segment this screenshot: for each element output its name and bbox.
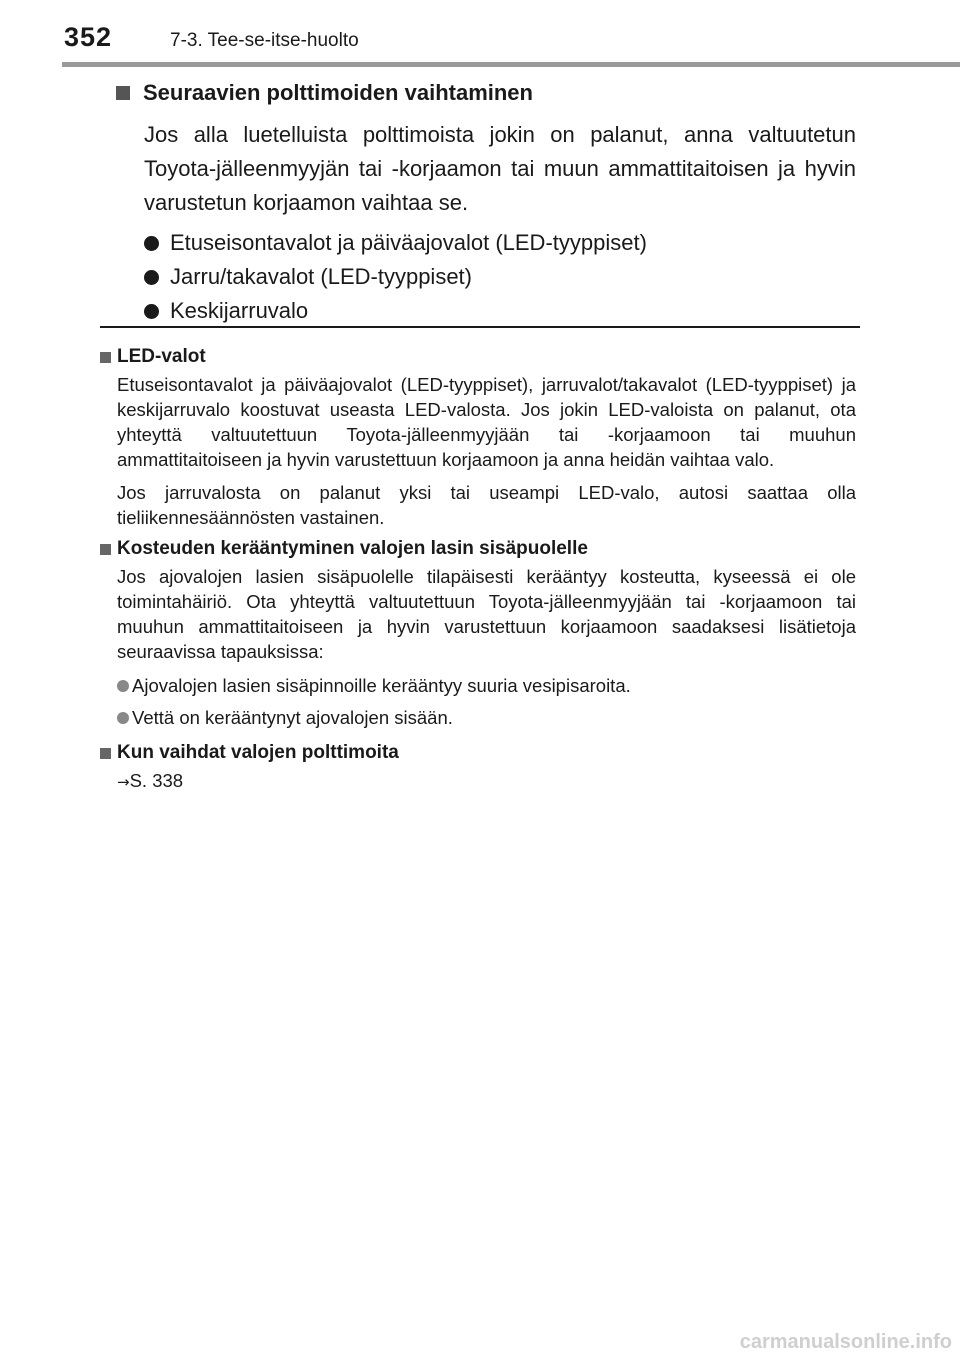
list-item: [144, 260, 856, 294]
list-item: [144, 226, 856, 260]
watermark: carmanualsonline.info: [739, 1331, 952, 1353]
section-divider: [100, 326, 860, 328]
note-paragraph: Etuseisontavalot ja päiväajovalot (LED-tyyppiset), jarruvalot/takavalot (LED-tyyppiset) ja keskijarruvalo koostuvat useasta LED-valosta. Jos jokin LED-valoista on palanut, ota yhteyttä valtuutettuun Toyota-jälleenmyyjään tai -korjaamoon tai muuhun ammattitaitoiseen ja hyvin varustettuun korjaamoon ja anna heidän vaihtaa valo.: [117, 374, 856, 470]
note-paragraph: Jos jarruvalosta on palanut yksi tai useampi LED-valo, autosi saattaa olla tieliikennesäännösten vastainen.: [117, 482, 856, 528]
main-section-paragraph: Jos alla luetelluista polttimoista jokin on palanut, anna valtuutetun Toyota-jälleenmyyjän tai -korjaamon tai muun ammattitaitoisen ja hyvin varustetun korjaamon vaihtaa se.: [144, 122, 856, 215]
list-item-text: Ajovalojen lasien sisäpinnoille kerääntyy suuria vesipisaroita.: [132, 675, 631, 696]
header-rule: [62, 62, 960, 67]
note-heading-led: [100, 344, 856, 370]
section-title: 7-3. Tee-se-itse-huolto: [170, 30, 359, 51]
main-section: [116, 78, 856, 328]
note-title: LED-valot: [117, 346, 206, 367]
list-item-text: Keskijarruvalo: [170, 298, 309, 323]
page-header: [0, 0, 960, 70]
page-reference[interactable]: [117, 768, 856, 795]
moisture-list: [117, 670, 856, 734]
round-bullet-icon: [144, 236, 159, 251]
round-bullet-icon: [117, 712, 129, 724]
list-item-text: Etuseisontavalot ja päiväajovalot (LED-tyyppiset): [170, 230, 647, 255]
round-bullet-icon: [144, 304, 159, 319]
list-item-text: Vettä on kerääntynyt ajovalojen sisään.: [132, 707, 453, 728]
note-heading-replace: [100, 740, 856, 766]
round-bullet-icon: [117, 680, 129, 692]
note-title: Kun vaihdat valojen polttimoita: [117, 742, 399, 763]
list-item-text: Jarru/takavalot (LED-tyyppiset): [170, 264, 472, 289]
main-section-title: Seuraavien polttimoiden vaihtaminen: [143, 80, 533, 105]
note-title: Kosteuden kerääntyminen valojen lasin sisäpuolelle: [117, 538, 588, 559]
list-item: [117, 670, 856, 702]
square-bullet-icon: [116, 86, 130, 100]
arrow-right-icon: →: [117, 773, 130, 791]
square-bullet-icon: [100, 352, 111, 363]
notes-section: [100, 338, 856, 795]
round-bullet-icon: [144, 270, 159, 285]
note-paragraph: Jos ajovalojen lasien sisäpuolelle tilapäisesti kerääntyy kosteutta, kyseessä ei ole toimintahäiriö. Ota yhteyttä valtuutettuun Toyota-jälleenmyyjään tai -korjaamoon tai muuhun ammattitaitoiseen ja hyvin varustettuun korjaamoon saadaksesi lisätietoja seuraavissa tapauksissa:: [117, 566, 856, 662]
main-section-heading: [116, 78, 856, 108]
square-bullet-icon: [100, 748, 111, 759]
list-item: [117, 702, 856, 734]
square-bullet-icon: [100, 544, 111, 555]
note-heading-moisture: [100, 536, 856, 562]
list-item: [144, 294, 856, 328]
page-reference-text: S. 338: [129, 770, 184, 791]
page-number: 352: [64, 22, 113, 52]
bulb-list: [144, 226, 856, 328]
